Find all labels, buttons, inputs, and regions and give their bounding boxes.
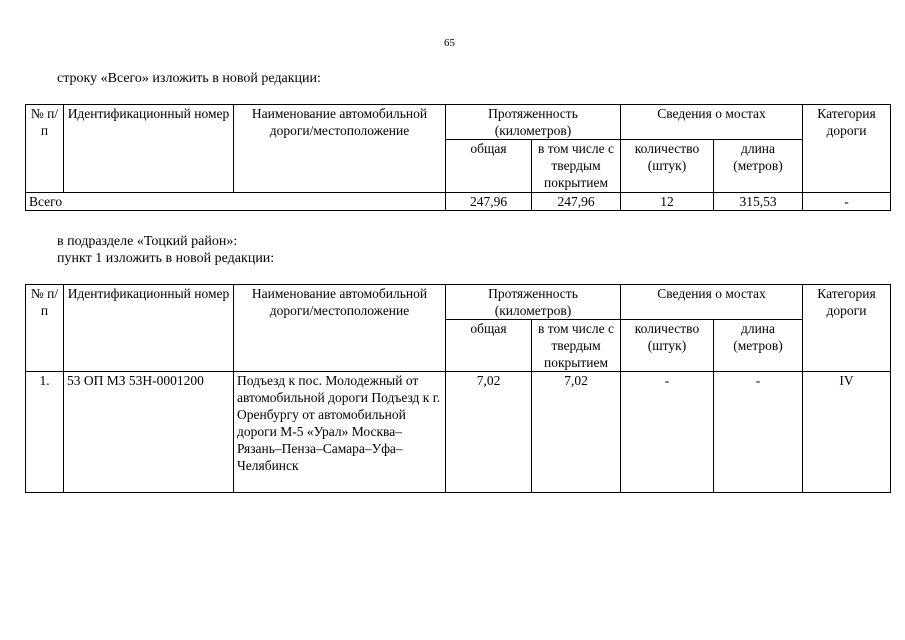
- header-bridges-length: длина (метров): [714, 140, 803, 193]
- table-row: [26, 372, 891, 493]
- item-bridges-length: -: [714, 372, 803, 493]
- total-category: -: [803, 193, 891, 211]
- header-name: Наименование автомобильной дороги/местоположение: [234, 285, 446, 372]
- item-length-paved: 7,02: [532, 372, 621, 493]
- header-length-group: Протяженность (километров): [446, 105, 621, 140]
- header-row: [26, 285, 891, 320]
- header-length-total: общая: [446, 140, 532, 193]
- item-table: [25, 284, 891, 493]
- header-id: Идентификационный номер: [64, 105, 234, 193]
- page-number: 65: [444, 37, 455, 49]
- header-length-paved: в том числе с твердым покрытием: [532, 320, 621, 372]
- subsection-text: в подразделе «Тоцкий район»:: [57, 234, 238, 249]
- item-category: IV: [803, 372, 891, 493]
- header-bridges-count: количество (штук): [621, 320, 714, 372]
- total-length-paved: 247,96: [532, 193, 621, 211]
- header-category: Категория дороги: [803, 285, 891, 372]
- item-instruction-text: пункт 1 изложить в новой редакции:: [57, 251, 275, 266]
- header-bridges-group: Сведения о мостах: [621, 105, 803, 140]
- header-name: Наименование автомобильной дороги/местоположение: [234, 105, 446, 193]
- header-length-group: Протяженность (километров): [446, 285, 621, 320]
- header-bridges-length: длина (метров): [714, 320, 803, 372]
- total-bridges-length: 315,53: [714, 193, 803, 211]
- header-num: № п/п: [26, 105, 64, 193]
- item-length-total: 7,02: [446, 372, 532, 493]
- header-category: Категория дороги: [803, 105, 891, 193]
- item-bridges-count: -: [621, 372, 714, 493]
- header-bridges-count: количество (штук): [621, 140, 714, 193]
- item-name: Подъезд к пос. Молодежный от автомобильной дороги Подъезд к г. Оренбургу от автомобильной дороги М-5 «Урал» Москва–Рязань–Пенза–Самара–Уфа–Челябинск: [234, 372, 446, 493]
- item-num: 1.: [26, 372, 64, 493]
- header-length-paved: в том числе с твердым покрытием: [532, 140, 621, 193]
- header-id: Идентификационный номер: [64, 285, 234, 372]
- total-bridges-count: 12: [621, 193, 714, 211]
- total-label: Всего: [26, 193, 446, 211]
- header-row: [26, 105, 891, 140]
- header-bridges-group: Сведения о мостах: [621, 285, 803, 320]
- item-id: 53 ОП МЗ 53Н-0001200: [64, 372, 234, 493]
- total-table: [25, 104, 891, 211]
- header-length-total: общая: [446, 320, 532, 372]
- header-num: № п/п: [26, 285, 64, 372]
- intro-text: строку «Всего» изложить в новой редакции:: [57, 71, 321, 86]
- total-length-total: 247,96: [446, 193, 532, 211]
- total-row: [26, 193, 891, 211]
